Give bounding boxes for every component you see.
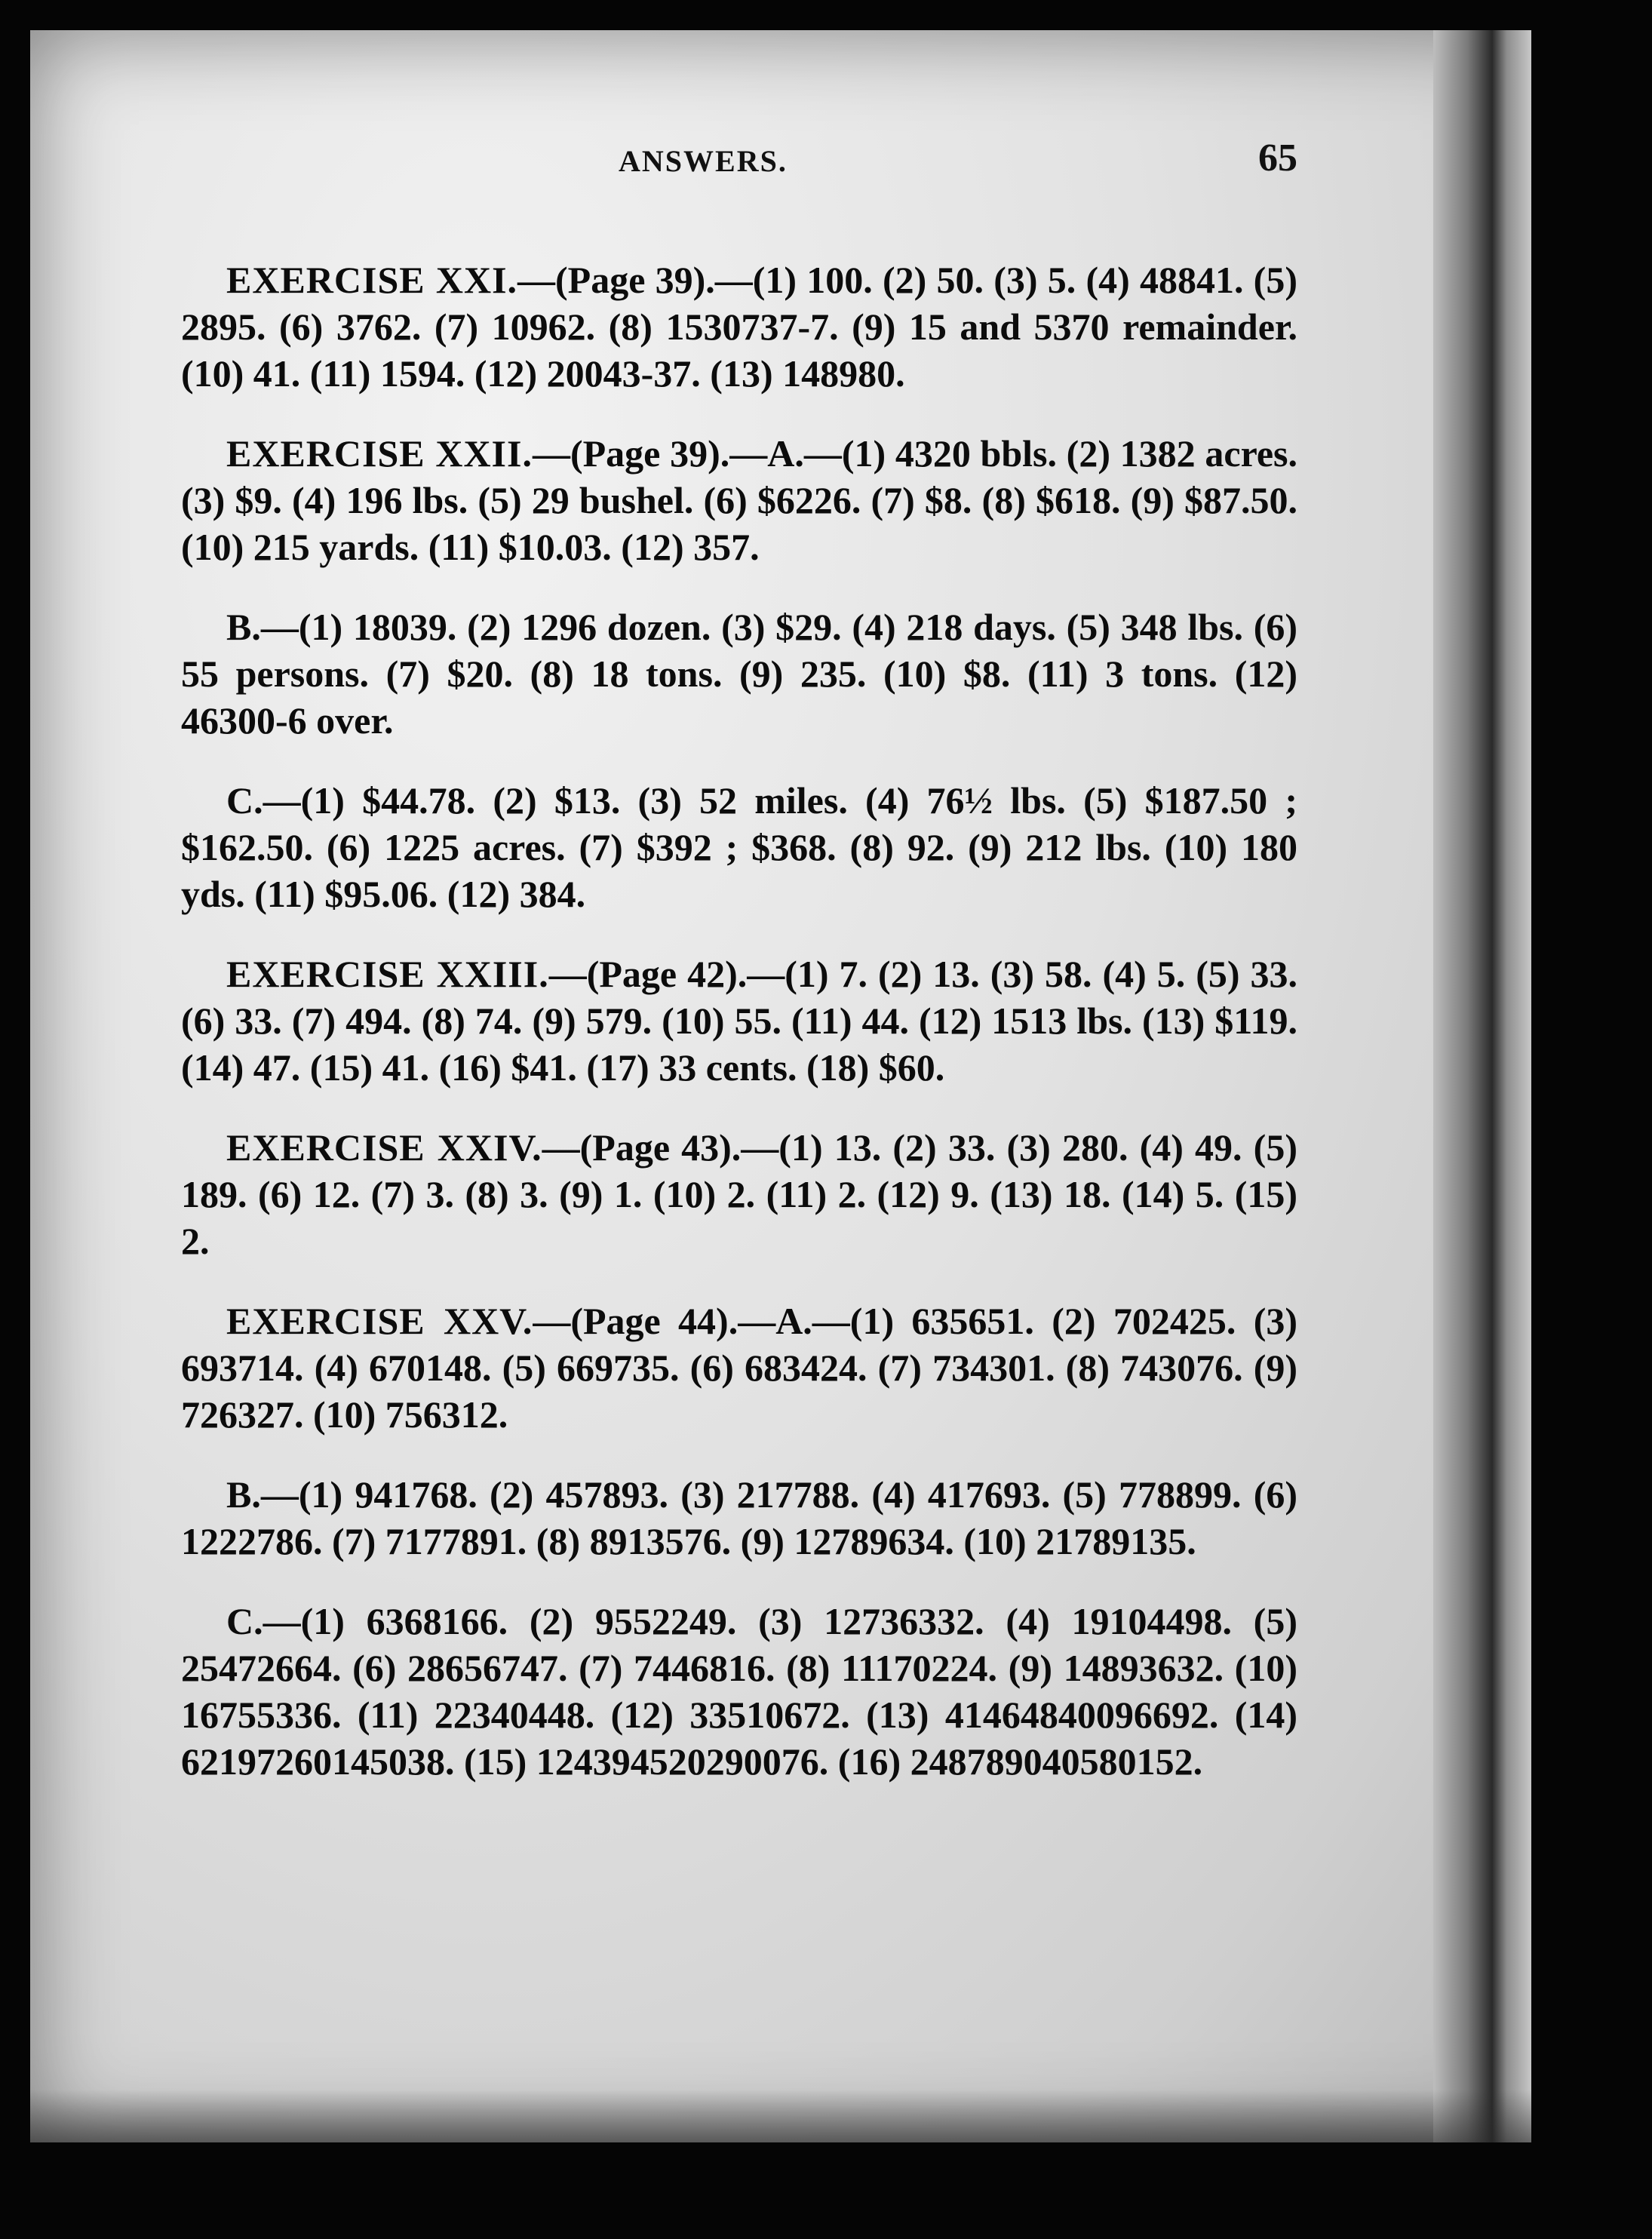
page-number: 65 [1258, 137, 1297, 180]
exercise-xxii-c-answers [181, 777, 1297, 917]
exercise-heading: EXERCISE XXV. [226, 1300, 533, 1342]
answer-text: B.—(1) 18039. (2) 1296 dozen. (3) $29. (4) 218 days. (5) 348 lbs. (6) 55 persons. (7) $20. (8) 18 tons. (9) 235. (10) $8. (11) 3 tons. (12) 46300-6 over. [181, 606, 1297, 742]
exercise-xxiii-answers [181, 951, 1297, 1091]
answer-text: B.—(1) 941768. (2) 457893. (3) 217788. (4) 417693. (5) 778899. (6) 1222786. (7) 7177891. (8) 8913576. (9) 12789634. (10) 21789135. [181, 1473, 1297, 1562]
exercise-xxi-answers [181, 256, 1297, 397]
answer-text: —(Page 42).—(1) 7. (2) 13. (3) 58. (4) 5. (5) 33. (6) 33. (7) 494. (8) 74. (9) 579. (10) 55. (11) 44. (12) 1513 lbs. (13) $119. (14) 47. (15) 41. (16) $41. (17) 33 cents. (18) $60. [181, 953, 1298, 1089]
answer-text: —(Page 44).—A.—(1) 635651. (2) 702425. (3) 693714. (4) 670148. (5) 669735. (6) 683424. (7) 734301. (8) 743076. (9) 726327. (10) 756312. [181, 1300, 1297, 1436]
answer-text: —(Page 43).—(1) 13. (2) 33. (3) 280. (4) 49. (5) 189. (6) 12. (7) 3. (8) 3. (9) 1. (10) 2. (11) 2. (12) 9. (13) 18. (14) 5. (15) 2. [181, 1126, 1297, 1262]
exercise-heading: EXERCISE XXII. [226, 432, 533, 475]
exercise-xxii-answers [181, 430, 1297, 570]
exercise-xxv-c-answers [181, 1598, 1297, 1785]
answer-text: —(Page 39).—A.—(1) 4320 bbls. (2) 1382 acres. (3) $9. (4) 196 lbs. (5) 29 bushel. (6) $6226. (7) $8. (8) $618. (9) $87.50. (10) 215 yards. (11) $10.03. (12) 357. [181, 432, 1298, 568]
answer-text: —(Page 39).—(1) 100. (2) 50. (3) 5. (4) 48841. (5) 2895. (6) 3762. (7) 10962. (8) 1530737-7. (9) 15 and 5370 remainder. (10) 41. (11) 1594. (12) 20043-37. (13) 148980. [181, 259, 1297, 395]
exercise-xxv-b-answers [181, 1471, 1297, 1565]
answer-text: C.—(1) $44.78. (2) $13. (3) 52 miles. (4) 76½ lbs. (5) $187.50 ; $162.50. (6) 1225 acres. (7) $392 ; $368. (8) 92. (9) 212 lbs. (10) 180 yds. (11) $95.06. (12) 384. [181, 779, 1297, 915]
book-spine [1433, 30, 1531, 2142]
answer-text: C.—(1) 6368166. (2) 9552249. (3) 12736332. (4) 19104498. (5) 25472664. (6) 28656747. (7) 7446816. (8) 11170224. (9) 14893632. (10) 16755336. (11) 22340448. (12) 33510672. (13) 41464840096692. (14) 62197260145038. (15) 124394520290076. (16) 248789040580152. [181, 1600, 1297, 1783]
page-header [181, 136, 1297, 196]
answers-body [181, 256, 1297, 1818]
exercise-heading: EXERCISE XXIV. [226, 1126, 542, 1169]
exercise-xxii-b-answers [181, 604, 1297, 744]
running-head: ANSWERS. [619, 144, 788, 178]
exercise-heading: EXERCISE XXIII. [226, 953, 549, 995]
exercise-heading: EXERCISE XXI. [226, 259, 518, 301]
page-bottom-edge [30, 2090, 1531, 2142]
book-page [30, 30, 1531, 2142]
exercise-xxv-answers [181, 1298, 1297, 1438]
exercise-xxiv-answers [181, 1124, 1297, 1264]
